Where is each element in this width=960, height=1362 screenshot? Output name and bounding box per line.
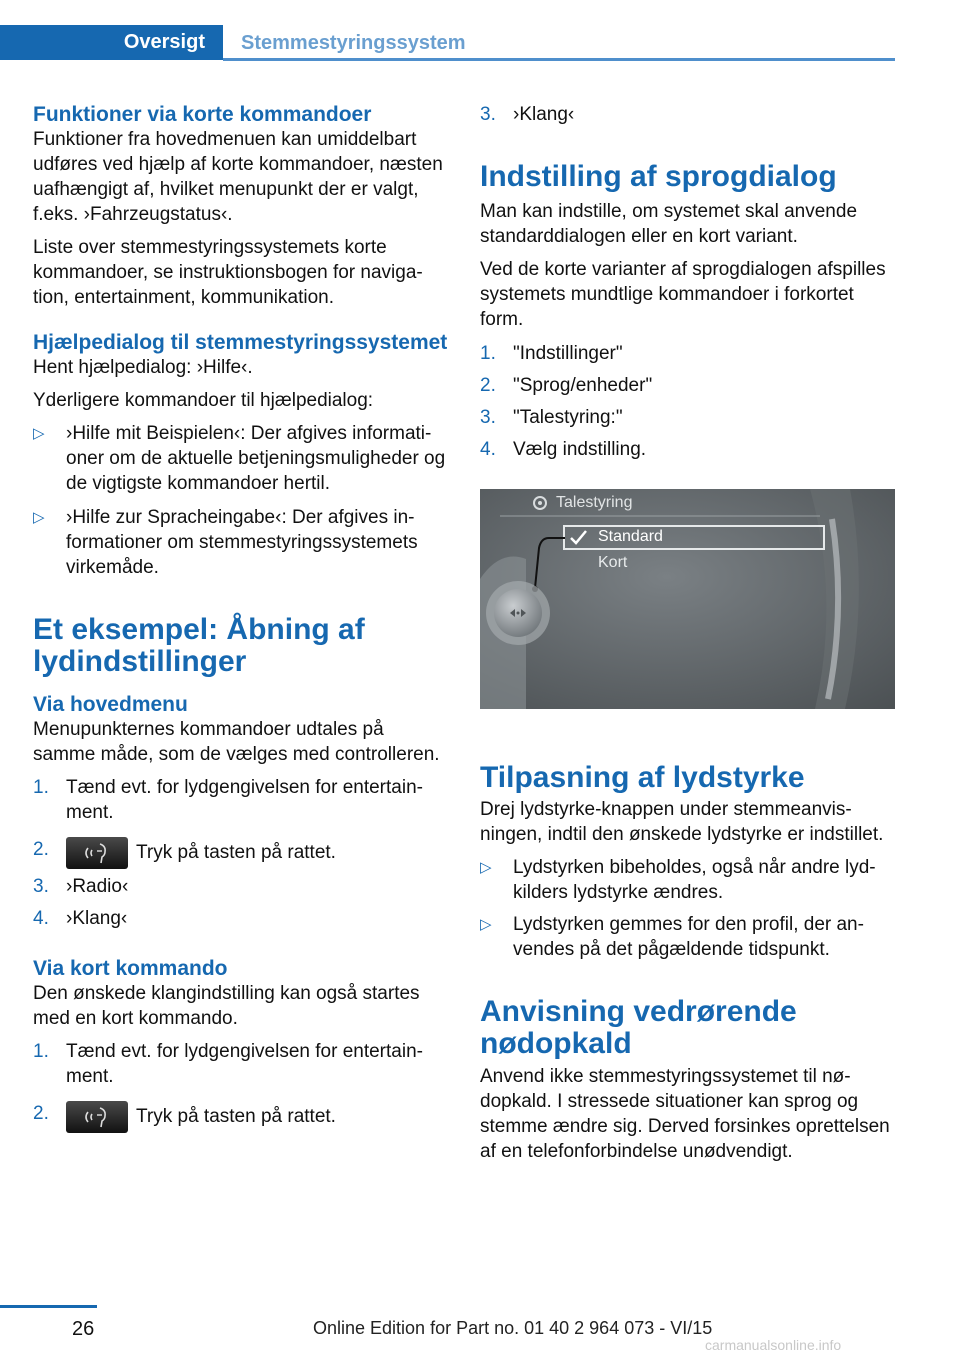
voice-button-icon: [66, 1101, 128, 1133]
volume-bullet-list: [480, 855, 895, 962]
watermark: carmanualsonline.info: [705, 1337, 842, 1353]
triangle-bullet-icon: ▷: [33, 509, 45, 526]
heading-language-dialog: Indstilling af sprogdialog: [480, 160, 837, 193]
heading-volume: Tilpasning af lydstyrke: [480, 761, 805, 794]
language-steps-list: [480, 341, 895, 462]
paragraph: Hent hjælpedialog: ›Hilfe‹.: [33, 357, 253, 378]
help-bullet-list: [33, 421, 448, 580]
right-column: [480, 102, 895, 1164]
page-header: [0, 25, 895, 61]
list-item: 1. "Indstillinger": [480, 343, 623, 364]
menu-steps-list: [33, 775, 448, 931]
heading-help-dialog: Hjælpedialog til stemmestyringssystemet: [33, 331, 448, 354]
paragraph: Ved de korte varianter af sprogdialogen afspilles systemets mundtlige kommandoer i forkortet form.: [480, 259, 886, 330]
list-item: 2. "Sprog/enheder": [480, 375, 653, 396]
list-item: ▷ ›Hilfe zur Spracheingabe‹: Der afgives informationer om stemmestyringssystemets virkemåde.: [33, 507, 418, 578]
list-item: ▷ Lydstyrken bibeholdes, også når andre lydkilders lydstyrke ændres.: [480, 857, 876, 903]
edition-note: Online Edition for Part no. 01 40 2 964 073 - VI/15: [313, 1318, 713, 1338]
paragraph: Man kan indstille, om systemet skal anvende standarddialogen eller en kort variant.: [480, 201, 858, 247]
list-item: ▷ ›Hilfe mit Beispielen‹: Der afgives informationer om de aktuelle betjeningsmuligheder og de vigtigste kommandoer hertil.: [33, 423, 446, 494]
paragraph: Anvend ikke stemmestyringssystemet til nødopkald. I stressede situationer kan sprog og stemme ændre sig. Derved forsinkes oprettelsen af en telefonforbindelse unødvendigt.: [480, 1066, 890, 1162]
list-item: 4. Vælg indstilling.: [480, 439, 647, 460]
paragraph: Den ønskede klangindstilling kan også startes med en kort kommando.: [33, 983, 420, 1029]
screen-option-standard: Standard: [598, 528, 663, 545]
heading-via-menu: Via hovedmenu: [33, 693, 188, 716]
paragraph: Drej lydstyrke-knappen under stemmeanvisningen, indtil den ønskede lydstyrke er indstillet.: [480, 799, 884, 845]
list-item: 3. ›Klang‹: [480, 104, 575, 125]
triangle-bullet-icon: ▷: [33, 425, 45, 442]
heading-short-commands: Funktioner via korte kommandoer: [33, 103, 372, 126]
header-section: Stemmestyringssystem: [241, 32, 466, 54]
triangle-bullet-icon: ▷: [480, 859, 492, 876]
list-item: 4. ›Klang‹: [33, 908, 128, 929]
page-number: 26: [72, 1318, 95, 1340]
screen-option-kort: Kort: [598, 554, 628, 571]
heading-example: Et eksempel: Åbning af lydindstillinger: [33, 613, 365, 678]
list-item: 3. ›Radio‹: [33, 876, 129, 897]
idrive-screen-image: [480, 489, 895, 709]
header-rule: [223, 58, 895, 61]
continued-steps-list: [480, 102, 895, 127]
header-tab: Oversigt: [0, 25, 223, 60]
list-item: 2. Tryk på tasten på rattet.: [33, 837, 448, 869]
left-column: [33, 102, 448, 1133]
list-item: ▷ Lydstyrken gemmes for den profil, der anvendes på det pågældende tidspunkt.: [480, 914, 864, 960]
paragraph: Funktioner fra hovedmenuen kan umiddelbart udføres ved hjælp af korte kommandoer, næsten uafhængigt af, hvilket menupunkt der er valgt, f.eks. ›Fahrzeugstatus‹.: [33, 129, 443, 225]
paragraph: Liste over stemmestyringssystemets korte kommandoer, se instruktionsbogen for navigation, entertainment, kommunikation.: [33, 237, 423, 308]
list-item: 3. "Talestyring:": [480, 407, 623, 428]
voice-button-icon: [66, 837, 128, 869]
triangle-bullet-icon: ▷: [480, 916, 492, 933]
list-item: 1. Tænd evt. for lydgengivelsen for entertainment.: [33, 1041, 423, 1087]
screen-title: Talestyring: [556, 494, 633, 511]
footer-rule: [0, 1305, 97, 1308]
list-item: 1. Tænd evt. for lydgengivelsen for entertainment.: [33, 777, 423, 823]
list-item: 2. Tryk på tasten på rattet.: [33, 1101, 448, 1133]
paragraph: Menupunkternes kommandoer udtales på samme måde, som de vælges med controlleren.: [33, 719, 440, 765]
heading-emergency: Anvisning vedrørende nødopkald: [480, 995, 797, 1060]
paragraph: Yderligere kommandoer til hjælpedialog:: [33, 390, 374, 411]
short-steps-list: [33, 1039, 448, 1133]
heading-via-short-command: Via kort kommando: [33, 957, 228, 980]
